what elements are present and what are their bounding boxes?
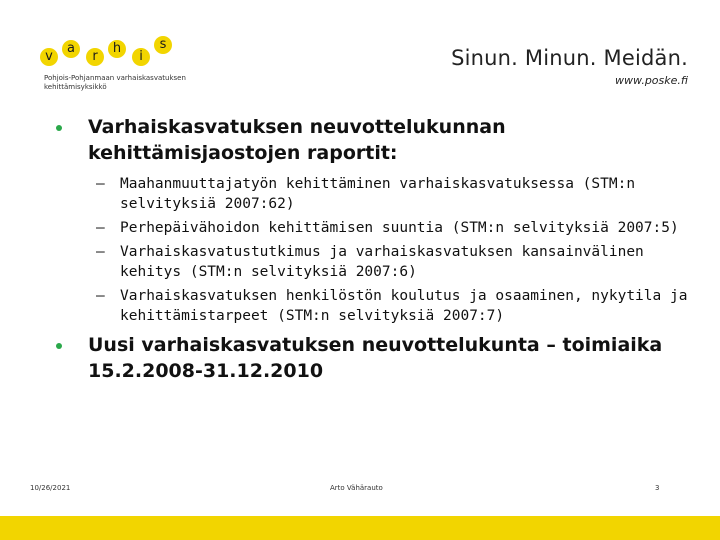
list-item-text: Varhaiskasvatustutkimus ja varhaiskasvatuksen kansainvälinen kehitys (STM:n selvityksiä 2007:6) — [120, 244, 644, 280]
list-item-text: Varhaiskasvatuksen henkilöstön koulutus ja osaaminen, nykytila ja kehittämistarpeet (STM:n selvityksiä 2007:7) — [120, 288, 688, 324]
bullet-item-reports — [56, 114, 696, 166]
bullet-text: Varhaiskasvatuksen neuvottelukunnan kehittämisjaostojen raportit: — [88, 116, 506, 164]
logo-letters — [40, 34, 190, 70]
dash-marker: – — [96, 244, 105, 260]
page-number: 3 — [655, 484, 660, 492]
slide-content — [56, 114, 696, 384]
report-list — [90, 174, 696, 326]
dash-marker: – — [96, 288, 105, 304]
bullet-text: Uusi varhaiskasvatuksen neuvottelukunta – toimiaika 15.2.2008-31.12.2010 — [88, 334, 663, 382]
varhis-logo — [40, 34, 190, 94]
list-item — [90, 174, 696, 214]
list-item — [90, 286, 696, 326]
bullet-dot — [56, 125, 62, 131]
logo-subtitle-line2: kehittämisyksikkö — [44, 83, 107, 91]
list-item-text: Maahanmuuttajatyön kehittäminen varhaiskasvatuksessa (STM:n selvityksiä 2007:62) — [120, 176, 636, 212]
list-item — [90, 218, 696, 238]
list-item — [90, 242, 696, 282]
slogan — [451, 46, 688, 87]
footer-author: Arto Vähärauto — [330, 484, 383, 492]
logo-letter-r: r — [86, 48, 104, 66]
footer-date: 10/26/2021 — [30, 484, 71, 492]
logo-letter-h: h — [108, 40, 126, 58]
slogan-text: Sinun. Minun. Meidän. — [451, 46, 688, 70]
bottom-color-bar — [0, 516, 720, 540]
bullet-dot — [56, 343, 62, 349]
logo-letter-i: i — [132, 48, 150, 66]
dash-marker: – — [96, 220, 105, 236]
logo-letter-a: a — [62, 40, 80, 58]
logo-subtitle-line1: Pohjois-Pohjanmaan varhaiskasvatuksen — [44, 74, 186, 82]
logo-subtitle — [44, 74, 186, 92]
logo-letter-s: s — [154, 36, 172, 54]
slogan-url: www.poske.fi — [615, 74, 688, 87]
bullet-item-new-committee — [56, 332, 696, 384]
list-item-text: Perhepäivähoidon kehittämisen suuntia (STM:n selvityksiä 2007:5) — [120, 220, 679, 236]
logo-letter-v: v — [40, 48, 58, 66]
dash-marker: – — [96, 176, 105, 192]
